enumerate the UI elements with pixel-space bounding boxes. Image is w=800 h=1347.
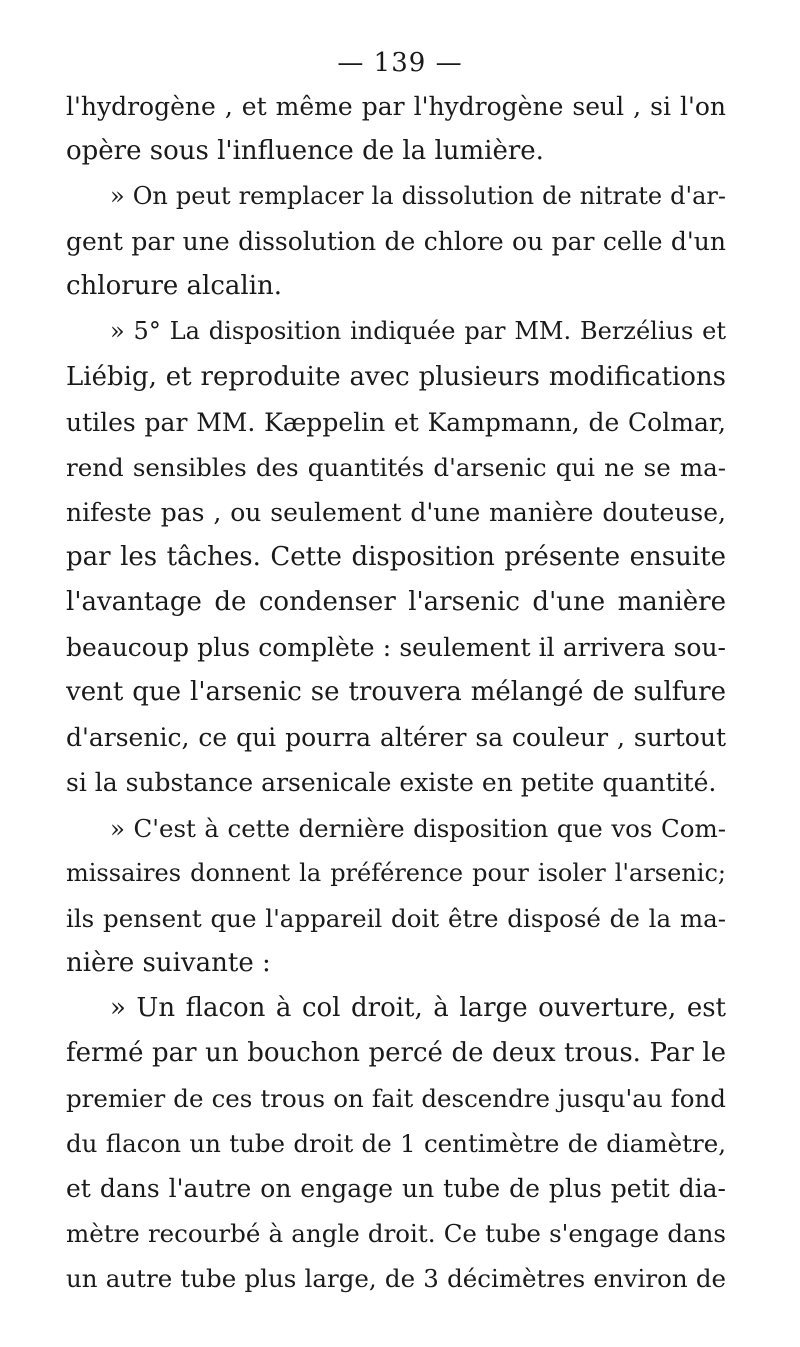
text-line: vent que l'arsenic se trouvera mélangé de sulfure <box>66 677 726 708</box>
text-line: chlorure alcalin. <box>66 271 283 302</box>
text-line: du flacon un tube droit de 1 centimètre de diamètre, <box>66 1129 726 1159</box>
text-line: un autre tube plus large, de 3 décimètres environ de <box>66 1264 726 1294</box>
text-line: beaucoup plus complète : seulement il arrivera sou- <box>66 633 726 663</box>
text-line: si la substance arsenicale existe en petite quantité. <box>66 768 717 798</box>
text-line: utiles par MM. Kæppelin et Kampmann, de Colmar, <box>66 407 726 437</box>
text-line: par les tâches. Cette disposition présente ensuite <box>66 541 726 572</box>
text-line: rend sensibles des quantités d'arsenic qui ne se ma- <box>66 452 726 482</box>
text-line: » Un flacon à col droit, à large ouverture, est <box>110 992 726 1023</box>
text-line: » 5° La disposition indiquée par MM. Berzélius et <box>110 317 726 346</box>
text-line: l'hydrogène , et même par l'hydrogène seul , si l'on <box>66 92 726 121</box>
text-line: opère sous l'influence de la lumière. <box>66 136 544 167</box>
text-line: premier de ces trous on fait descendre jusqu'au fond <box>66 1084 726 1114</box>
page-number-header: — 139 — <box>337 48 463 78</box>
text-line: Liébig, et reproduite avec plusieurs modifications <box>66 361 726 392</box>
text-line: ils pensent que l'appareil doit être disposé de la ma- <box>66 903 726 933</box>
text-line: missaires donnent la préférence pour isoler l'arsenic; <box>66 858 726 887</box>
text-line: nifeste pas , ou seulement d'une manière douteuse, <box>66 497 726 527</box>
text-line: et dans l'autre on engage un tube de plus petit dia- <box>66 1174 726 1204</box>
text-line: nière suivante : <box>66 947 271 978</box>
text-line: » C'est à cette dernière disposition que vos Com- <box>110 813 726 843</box>
text-line: l'avantage de condenser l'arsenic d'une manière <box>66 587 726 618</box>
text-line: gent par une dissolution de chlore ou par celle d'un <box>66 227 726 257</box>
text-line: fermé par un bouchon percé de deux trous. Par le <box>66 1037 726 1068</box>
text-line: » On peut remplacer la dissolution de nitrate d'ar- <box>110 182 726 211</box>
body-text <box>66 84 726 1302</box>
text-line: d'arsenic, ce qui pourra altérer sa couleur , surtout <box>66 723 726 753</box>
text-line: mètre recourbé à angle droit. Ce tube s'engage dans <box>66 1219 726 1249</box>
